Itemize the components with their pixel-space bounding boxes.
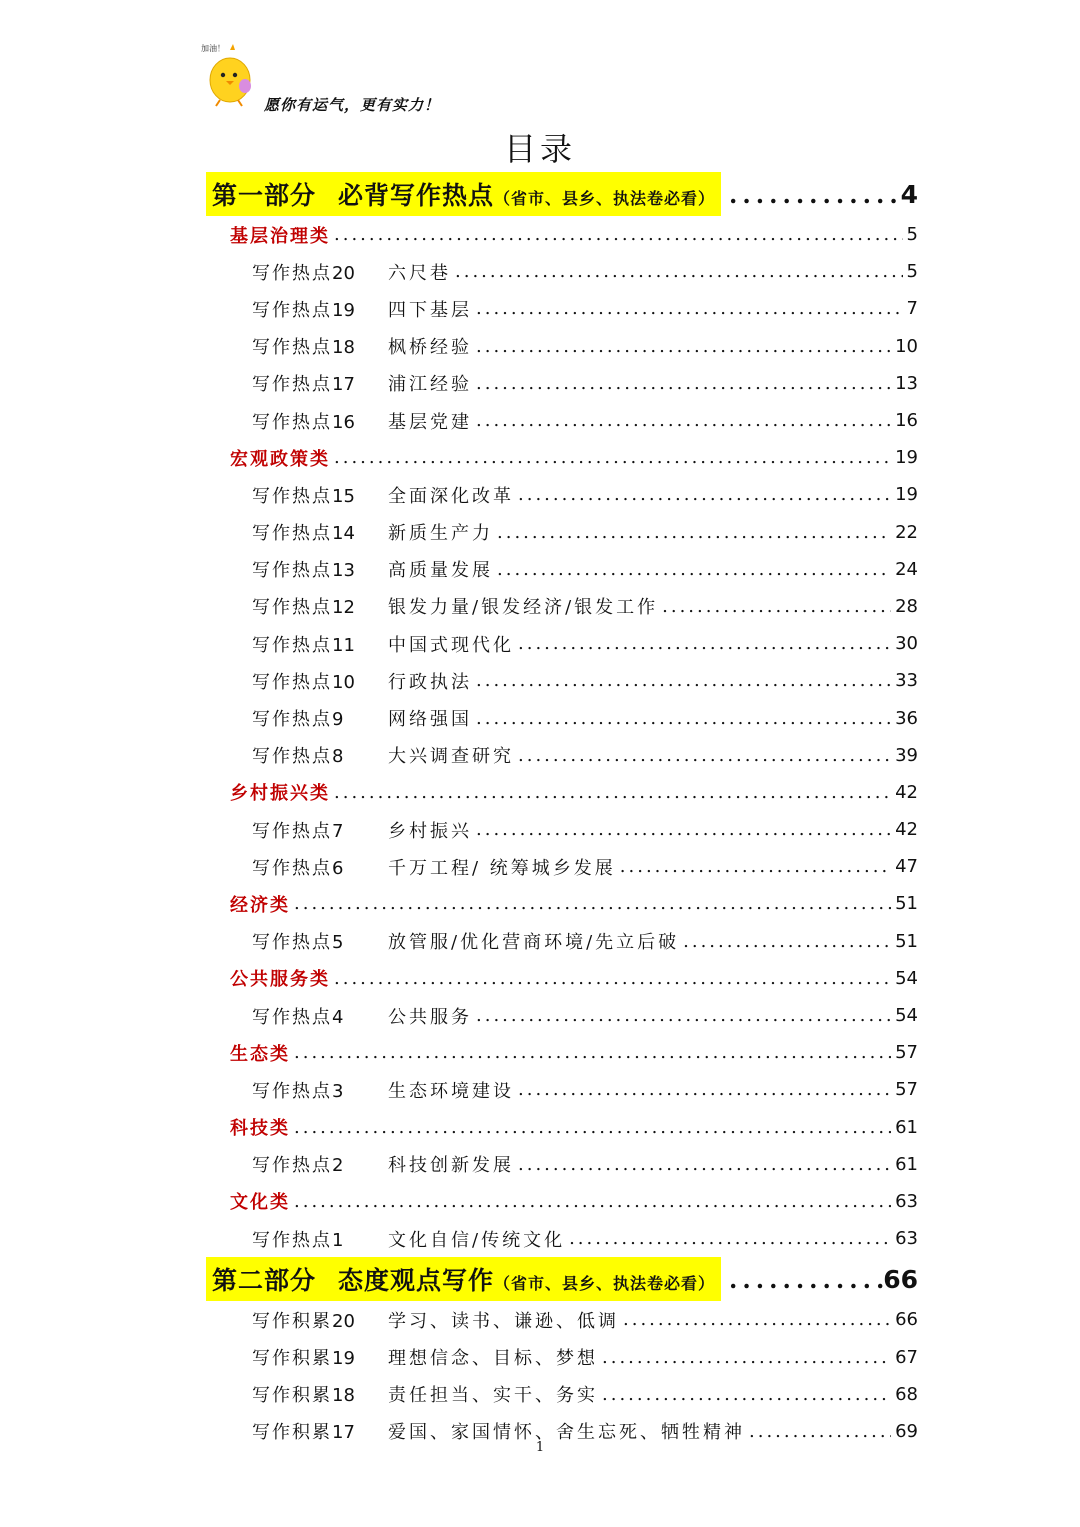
item-number: 8	[332, 746, 344, 768]
part-highlight	[206, 172, 721, 216]
mascot-text: 加油！	[201, 44, 225, 53]
item-code	[252, 1226, 388, 1252]
page-ref: 16	[895, 410, 918, 432]
item-code	[252, 1003, 388, 1029]
item-prefix: 写作热点	[252, 560, 332, 582]
item-name: 乡村振兴	[388, 820, 472, 842]
page-ref: 54	[895, 1005, 918, 1027]
item-number: 19	[332, 1348, 355, 1370]
toc-category[interactable]	[206, 774, 918, 811]
page-ref: 57	[895, 1079, 918, 1101]
item-code	[252, 370, 388, 396]
item-name: 浦江经验	[388, 374, 472, 396]
dot-leader	[623, 1309, 891, 1330]
toc-item[interactable]	[206, 699, 918, 736]
page-ref: 51	[895, 893, 918, 915]
dot-leader	[476, 298, 903, 319]
page-ref: 33	[895, 670, 918, 692]
dot-leader	[476, 410, 891, 431]
item-name: 科技创新发展	[388, 1155, 514, 1177]
item-number: 11	[332, 634, 355, 656]
item-name: 新质生产力	[388, 523, 493, 545]
page-ref: 66	[895, 1309, 918, 1331]
page-ref: 68	[895, 1383, 918, 1405]
page-ref: 39	[895, 744, 918, 766]
toc-part[interactable]	[206, 172, 918, 216]
toc-category[interactable]	[206, 1034, 918, 1071]
item-name: 文化自信/传统文化	[388, 1229, 566, 1251]
item-code	[252, 1344, 388, 1370]
dot-leader	[518, 1079, 891, 1100]
part-title: 态度观点写作	[338, 1266, 495, 1296]
category-label: 生态类	[230, 1043, 290, 1065]
dot-leader	[476, 819, 891, 840]
page-ref: 63	[895, 1228, 918, 1250]
page-ref: 47	[895, 856, 918, 878]
dot-leader	[294, 893, 891, 914]
part-label: 第二部分	[212, 1266, 317, 1296]
toc-item[interactable]	[206, 1071, 918, 1108]
dot-leader	[294, 1117, 891, 1138]
dot-leader	[729, 1265, 883, 1294]
item-prefix: 写作热点	[252, 820, 332, 842]
dot-leader	[455, 261, 903, 282]
item-number: 9	[332, 709, 344, 731]
item-code	[252, 705, 388, 731]
toc-item[interactable]	[206, 1338, 918, 1375]
item-code	[252, 408, 388, 434]
dot-leader	[476, 670, 891, 691]
dot-leader	[749, 1421, 891, 1442]
page-ref: 69	[895, 1420, 918, 1442]
item-number: 10	[332, 671, 355, 693]
category-label: 乡村振兴类	[230, 783, 330, 805]
item-code	[252, 593, 388, 619]
dot-leader	[334, 782, 891, 803]
item-code	[252, 928, 388, 954]
item-name: 理想信念、目标、梦想	[388, 1348, 598, 1370]
item-name: 生态环境建设	[388, 1080, 514, 1102]
item-code	[252, 296, 388, 322]
item-prefix: 写作热点	[252, 411, 332, 433]
item-name: 爱国、家国情怀、舍生忘死、牺牲精神	[388, 1422, 745, 1444]
item-number: 2	[332, 1155, 344, 1177]
item-name: 中国式现代化	[388, 634, 514, 656]
motto: 愿你有运气，更有实力！	[264, 96, 441, 114]
category-label: 公共服务类	[230, 969, 330, 991]
toc-item[interactable]	[206, 365, 918, 402]
item-name: 大兴调查研究	[388, 746, 514, 768]
dot-leader	[518, 1154, 891, 1175]
toc-category[interactable]	[206, 1109, 918, 1146]
page-ref: 66	[883, 1264, 918, 1294]
item-prefix: 写作热点	[252, 932, 332, 954]
item-prefix: 写作积累	[252, 1348, 332, 1370]
item-prefix: 写作热点	[252, 262, 332, 284]
toc-item[interactable]	[206, 811, 918, 848]
item-number: 20	[332, 1310, 355, 1332]
dot-leader	[497, 522, 891, 543]
item-code	[252, 1307, 388, 1333]
toc-item[interactable]	[206, 1146, 918, 1183]
page-ref: 42	[895, 819, 918, 841]
page-ref: 28	[895, 595, 918, 617]
item-code	[252, 259, 388, 285]
item-number: 17	[332, 374, 355, 396]
toc-item[interactable]	[206, 476, 918, 513]
category-label: 文化类	[230, 1192, 290, 1214]
mascot	[200, 42, 260, 108]
page-ref: 22	[895, 521, 918, 543]
item-number: 12	[332, 597, 355, 619]
item-number: 4	[332, 1006, 344, 1028]
item-code	[252, 333, 388, 359]
item-number: 15	[332, 485, 355, 507]
dot-leader	[729, 180, 901, 209]
item-name: 银发力量/银发经济/银发工作	[388, 597, 659, 619]
item-number: 16	[332, 411, 355, 433]
item-prefix: 写作热点	[252, 1155, 332, 1177]
item-name: 公共服务	[388, 1006, 472, 1028]
toc-item[interactable]	[206, 848, 918, 885]
toc-item[interactable]	[206, 290, 918, 327]
item-number: 5	[332, 932, 344, 954]
part-note: （省市、县乡、执法卷必看）	[494, 1274, 716, 1294]
item-number: 17	[332, 1422, 355, 1444]
dot-leader	[294, 1191, 891, 1212]
page-ref: 57	[895, 1042, 918, 1064]
page-ref: 5	[906, 261, 918, 283]
item-code	[252, 519, 388, 545]
item-prefix: 写作热点	[252, 374, 332, 396]
toc-item[interactable]	[206, 625, 918, 662]
item-number: 20	[332, 262, 355, 284]
dot-leader	[569, 1228, 891, 1249]
item-prefix: 写作积累	[252, 1422, 332, 1444]
item-name: 网络强国	[388, 709, 472, 731]
item-code	[252, 1077, 388, 1103]
page-ref: 63	[895, 1190, 918, 1212]
item-prefix: 写作热点	[252, 709, 332, 731]
item-code	[252, 668, 388, 694]
category-label: 经济类	[230, 894, 290, 916]
dot-leader	[294, 1042, 891, 1063]
item-code	[252, 854, 388, 880]
item-prefix: 写作积累	[252, 1385, 332, 1407]
item-name: 六尺巷	[388, 262, 451, 284]
part-highlight	[206, 1257, 721, 1301]
item-prefix: 写作热点	[252, 746, 332, 768]
dot-leader	[476, 373, 891, 394]
item-number: 3	[332, 1080, 344, 1102]
toc-item[interactable]	[206, 514, 918, 551]
page-number: 1	[535, 1440, 545, 1455]
item-name: 放管服/优化营商环境/先立后破	[388, 932, 680, 954]
item-number: 1	[332, 1229, 344, 1251]
item-code	[252, 817, 388, 843]
page-ref: 54	[895, 967, 918, 989]
toc-category[interactable]	[206, 1183, 918, 1220]
page-ref: 13	[895, 372, 918, 394]
item-number: 18	[332, 337, 355, 359]
dot-leader	[334, 224, 903, 245]
page-ref: 42	[895, 781, 918, 803]
dot-leader	[334, 968, 891, 989]
item-code	[252, 1381, 388, 1407]
item-code	[252, 482, 388, 508]
dot-leader	[518, 633, 891, 654]
dot-leader	[602, 1347, 891, 1368]
dot-leader	[476, 1005, 891, 1026]
toc-item[interactable]	[206, 328, 918, 365]
item-code	[252, 556, 388, 582]
dot-leader	[497, 559, 891, 580]
toc-item[interactable]	[206, 588, 918, 625]
page-ref: 10	[895, 335, 918, 357]
category-label: 科技类	[230, 1118, 290, 1140]
dot-leader	[476, 708, 891, 729]
page-ref: 36	[895, 707, 918, 729]
table-of-contents	[206, 172, 918, 1450]
item-prefix: 写作热点	[252, 1080, 332, 1102]
item-prefix: 写作热点	[252, 597, 332, 619]
item-prefix: 写作热点	[252, 523, 332, 545]
item-name: 行政执法	[388, 671, 472, 693]
item-prefix: 写作热点	[252, 299, 332, 321]
item-name: 高质量发展	[388, 560, 493, 582]
dot-leader	[683, 931, 891, 952]
category-label: 宏观政策类	[230, 448, 330, 470]
dot-leader	[620, 856, 891, 877]
item-prefix: 写作热点	[252, 1006, 332, 1028]
toc-item[interactable]	[206, 997, 918, 1034]
dot-leader	[334, 447, 891, 468]
page-ref: 19	[895, 447, 918, 469]
item-prefix: 写作积累	[252, 1310, 332, 1332]
item-number: 7	[332, 820, 344, 842]
item-prefix: 写作热点	[252, 634, 332, 656]
part-title: 必背写作热点	[338, 181, 495, 210]
part-label: 第一部分	[212, 181, 317, 210]
toc-item[interactable]	[206, 1301, 918, 1338]
category-label: 基层治理类	[230, 225, 330, 247]
item-number: 14	[332, 523, 355, 545]
item-prefix: 写作热点	[252, 337, 332, 359]
dot-leader	[518, 745, 891, 766]
toc-item[interactable]	[206, 253, 918, 290]
item-number: 19	[332, 299, 355, 321]
item-prefix: 写作热点	[252, 671, 332, 693]
item-number: 13	[332, 560, 355, 582]
toc-item[interactable]	[206, 1376, 918, 1413]
dot-leader	[602, 1384, 891, 1405]
item-prefix: 写作热点	[252, 857, 332, 879]
item-name: 全面深化改革	[388, 485, 514, 507]
page-ref: 67	[895, 1346, 918, 1368]
page-ref: 24	[895, 558, 918, 580]
toc-item[interactable]	[206, 923, 918, 960]
item-code	[252, 1151, 388, 1177]
page-ref: 30	[895, 633, 918, 655]
item-name: 四下基层	[388, 299, 472, 321]
item-number: 18	[332, 1385, 355, 1407]
part-note: （省市、县乡、执法卷必看）	[494, 189, 716, 208]
item-name: 基层党建	[388, 411, 472, 433]
page-ref: 61	[895, 1116, 918, 1138]
toc-part[interactable]	[206, 1257, 918, 1301]
toc-category[interactable]	[206, 885, 918, 922]
toc-category[interactable]	[206, 960, 918, 997]
toc-item[interactable]	[206, 402, 918, 439]
toc-item[interactable]	[206, 1220, 918, 1257]
item-code	[252, 742, 388, 768]
item-number: 6	[332, 857, 344, 879]
page-ref: 51	[895, 930, 918, 952]
dot-leader	[476, 336, 891, 357]
page-ref: 61	[895, 1153, 918, 1175]
item-code	[252, 631, 388, 657]
page-ref: 5	[906, 224, 918, 246]
page-ref: 7	[906, 298, 918, 320]
page-ref: 4	[900, 179, 918, 209]
toc-category[interactable]	[206, 439, 918, 476]
item-name: 责任担当、实干、务实	[388, 1385, 598, 1407]
toc-item[interactable]	[206, 737, 918, 774]
toc-category[interactable]	[206, 216, 918, 253]
item-name: 千万工程/ 统筹城乡发展	[388, 857, 616, 879]
toc-item[interactable]	[206, 662, 918, 699]
item-name: 学习、读书、谦逊、低调	[388, 1310, 619, 1332]
item-prefix: 写作热点	[252, 485, 332, 507]
dot-leader	[518, 484, 891, 505]
page-ref: 19	[895, 484, 918, 506]
dot-leader	[662, 596, 891, 617]
page-title: 目录	[503, 130, 576, 168]
item-name: 枫桥经验	[388, 337, 472, 359]
toc-item[interactable]	[206, 551, 918, 588]
item-prefix: 写作热点	[252, 1229, 332, 1251]
